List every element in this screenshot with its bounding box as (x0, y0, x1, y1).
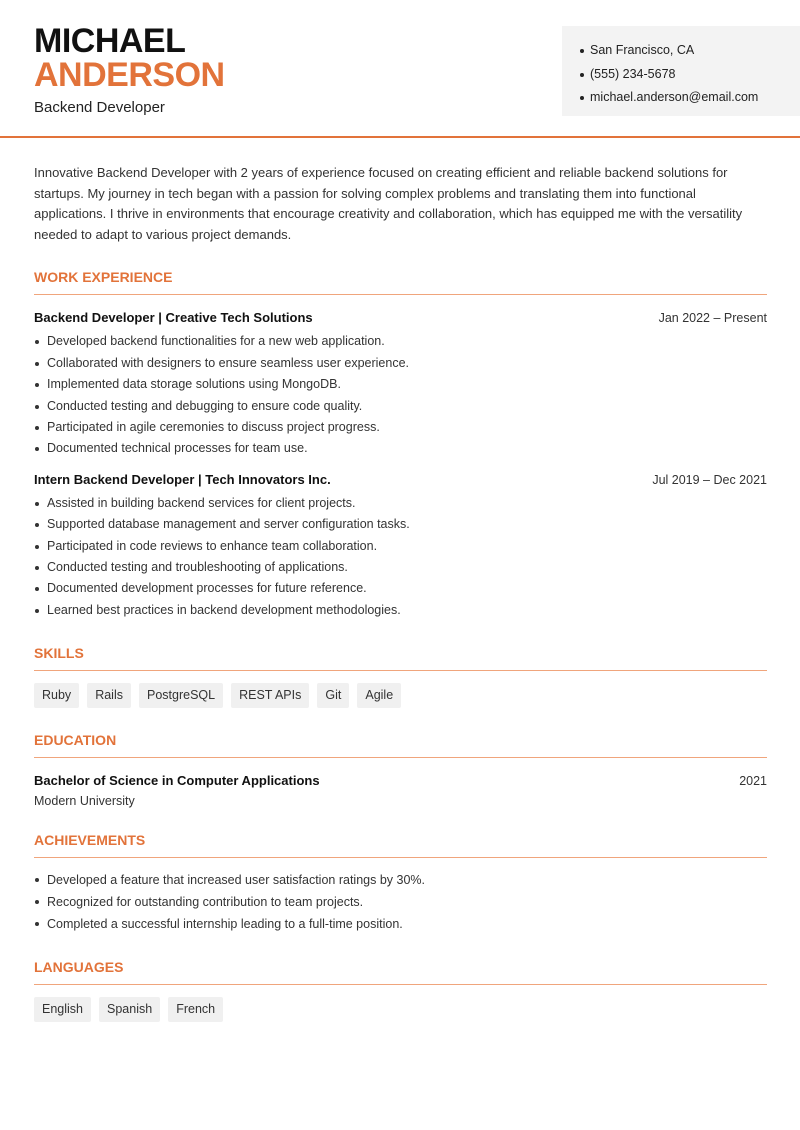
language-tag: Spanish (99, 997, 160, 1022)
section-heading-languages: LANGUAGES (34, 959, 767, 985)
skill-tag: Agile (357, 683, 401, 708)
candidate-name (34, 24, 225, 92)
job-bullet: Conducted testing and debugging to ensure code quality. (34, 396, 767, 417)
skills-section (34, 645, 767, 708)
skills-tags (34, 683, 767, 708)
job-bullets (34, 331, 767, 459)
job-bullet: Developed backend functionalities for a new web application. (34, 331, 767, 352)
skill-tag: Git (317, 683, 349, 708)
work-experience-section (34, 269, 767, 621)
education-entry (34, 773, 767, 808)
job-bullet: Participated in code reviews to enhance team collaboration. (34, 536, 767, 557)
education-degree: Bachelor of Science in Computer Applications (34, 773, 320, 789)
contact-phone: (555) 234-5678 (580, 63, 800, 87)
section-heading-skills: SKILLS (34, 645, 767, 671)
achievement-item: Recognized for outstanding contribution to team projects. (34, 891, 767, 913)
job-bullet: Documented technical processes for team use. (34, 438, 767, 459)
achievement-item: Completed a successful internship leading to a full-time position. (34, 913, 767, 935)
job-bullet: Implemented data storage solutions using MongoDB. (34, 374, 767, 395)
last-name: ANDERSON (34, 56, 225, 94)
education-section (34, 732, 767, 808)
achievements-list (34, 869, 767, 935)
section-heading-work-experience: WORK EXPERIENCE (34, 269, 767, 295)
job-role: Intern Backend Developer | Tech Innovators Inc. (34, 471, 331, 487)
job-dates: Jul 2019 – Dec 2021 (652, 472, 767, 487)
job-header (34, 472, 767, 487)
language-tag: English (34, 997, 91, 1022)
job-role: Backend Developer | Creative Tech Solutions (34, 310, 313, 326)
first-name: MICHAEL (34, 22, 186, 60)
job-bullet: Supported database management and server configuration tasks. (34, 514, 767, 535)
job-bullet: Collaborated with designers to ensure seamless user experience. (34, 353, 767, 374)
job-title: Backend Developer (34, 99, 165, 116)
job-bullet: Learned best practices in backend development methodologies. (34, 600, 767, 621)
section-heading-achievements: ACHIEVEMENTS (34, 832, 767, 858)
job-header (34, 310, 767, 325)
education-year: 2021 (739, 774, 767, 789)
achievement-item: Developed a feature that increased user satisfaction ratings by 30%. (34, 869, 767, 891)
languages-section (34, 959, 767, 1022)
contact-panel (562, 26, 800, 116)
resume-body (34, 163, 767, 1022)
skill-tag: REST APIs (231, 683, 309, 708)
job-bullets (34, 493, 767, 621)
contact-email[interactable]: michael.anderson@email.com (580, 86, 800, 110)
skill-tag: Rails (87, 683, 131, 708)
languages-tags (34, 997, 767, 1022)
job-bullet: Assisted in building backend services for client projects. (34, 493, 767, 514)
resume-header (0, 0, 800, 138)
job-bullet: Conducted testing and troubleshooting of applications. (34, 557, 767, 578)
education-school: Modern University (34, 794, 135, 809)
contact-location: San Francisco, CA (580, 39, 800, 63)
education-header (34, 773, 767, 788)
job-entry (34, 472, 767, 621)
contact-list (580, 39, 800, 110)
skill-tag: PostgreSQL (139, 683, 223, 708)
section-heading-education: EDUCATION (34, 732, 767, 758)
job-bullet: Documented development processes for future reference. (34, 578, 767, 599)
job-bullet: Participated in agile ceremonies to discuss project progress. (34, 417, 767, 438)
skill-tag: Ruby (34, 683, 79, 708)
job-entry (34, 310, 767, 459)
professional-summary: Innovative Backend Developer with 2 years of experience focused on creating efficient and reliable backend solutions for startups. My journey in tech began with a passion for solving complex problems and translating them into functional applications. I thrive in environments that encourage creativity and collaboration, which has equipped me with the versatility needed to adapt to various project demands. (34, 165, 743, 242)
achievements-section (34, 832, 767, 935)
language-tag: French (168, 997, 223, 1022)
job-dates: Jan 2022 – Present (658, 311, 767, 326)
